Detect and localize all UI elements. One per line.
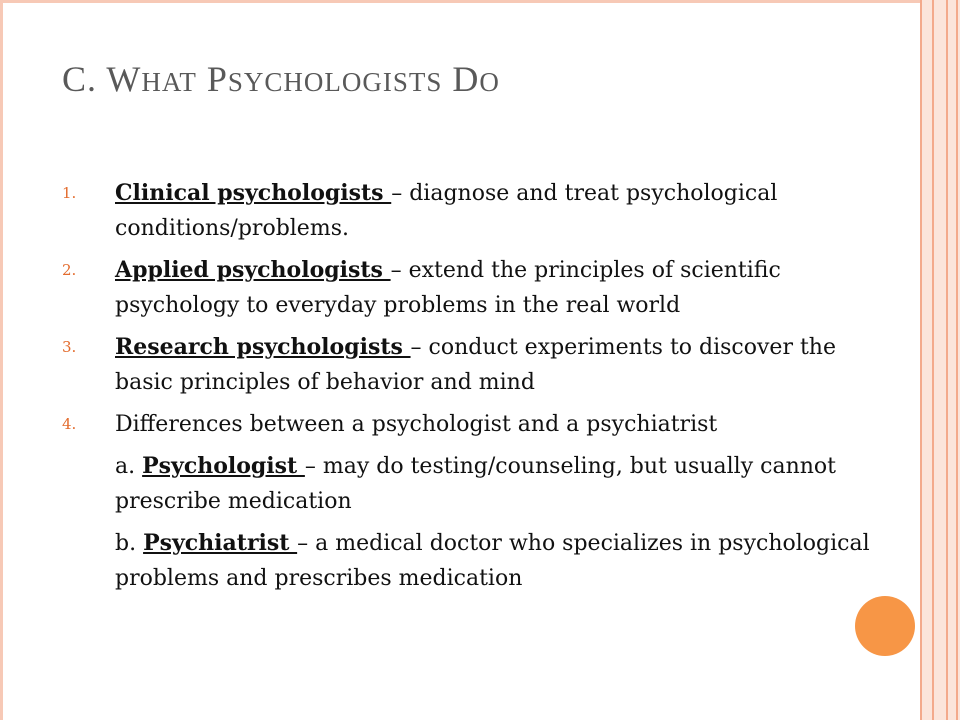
title-part: D	[442, 59, 480, 99]
title-part: P	[196, 59, 228, 99]
item-text: – extend the principles of scientific psychology to everyday problems in the real world	[115, 258, 781, 318]
slide-border-top	[0, 0, 920, 3]
item-term: Research psychologists	[115, 334, 411, 360]
sub-item-prefix: a.	[115, 454, 143, 479]
item-text: Differences between a psychologist and a psychiatrist	[115, 412, 718, 437]
sub-item-term: Psychiatrist	[143, 530, 298, 556]
item-number: 2.	[62, 261, 77, 279]
sub-item-text: – may do testing/counseling, but usually cannot prescribe medication	[115, 454, 836, 514]
decorative-circle	[855, 596, 915, 656]
item-number: 3.	[62, 338, 77, 356]
item-term: Clinical psychologists	[115, 180, 392, 206]
title-part: SYCHOLOGISTS	[227, 67, 443, 97]
decorative-stripe-band	[920, 0, 960, 720]
slide-title	[62, 58, 500, 100]
sub-item	[62, 449, 882, 519]
sub-item-term: Psychologist	[142, 453, 305, 479]
list-item	[62, 253, 882, 323]
item-number: 1.	[62, 184, 77, 202]
sub-item-prefix: b.	[115, 531, 144, 556]
list-item	[62, 176, 882, 246]
title-part: O	[479, 67, 500, 97]
list-item	[62, 407, 882, 442]
item-number: 4.	[62, 415, 77, 433]
sub-item-text: – a medical doctor who specializes in psychological problems and prescribes medication	[115, 531, 870, 591]
slide-border-left	[0, 0, 3, 720]
bullet-list	[62, 176, 882, 603]
title-part: HAT	[141, 67, 197, 97]
sub-item	[62, 526, 882, 596]
item-text: – conduct experiments to discover the basic principles of behavior and mind	[115, 335, 836, 395]
item-text: – diagnose and treat psychological conditions/problems.	[115, 181, 778, 241]
list-item	[62, 330, 882, 400]
title-part: C. W	[62, 59, 142, 99]
item-term: Applied psychologists	[115, 257, 391, 283]
